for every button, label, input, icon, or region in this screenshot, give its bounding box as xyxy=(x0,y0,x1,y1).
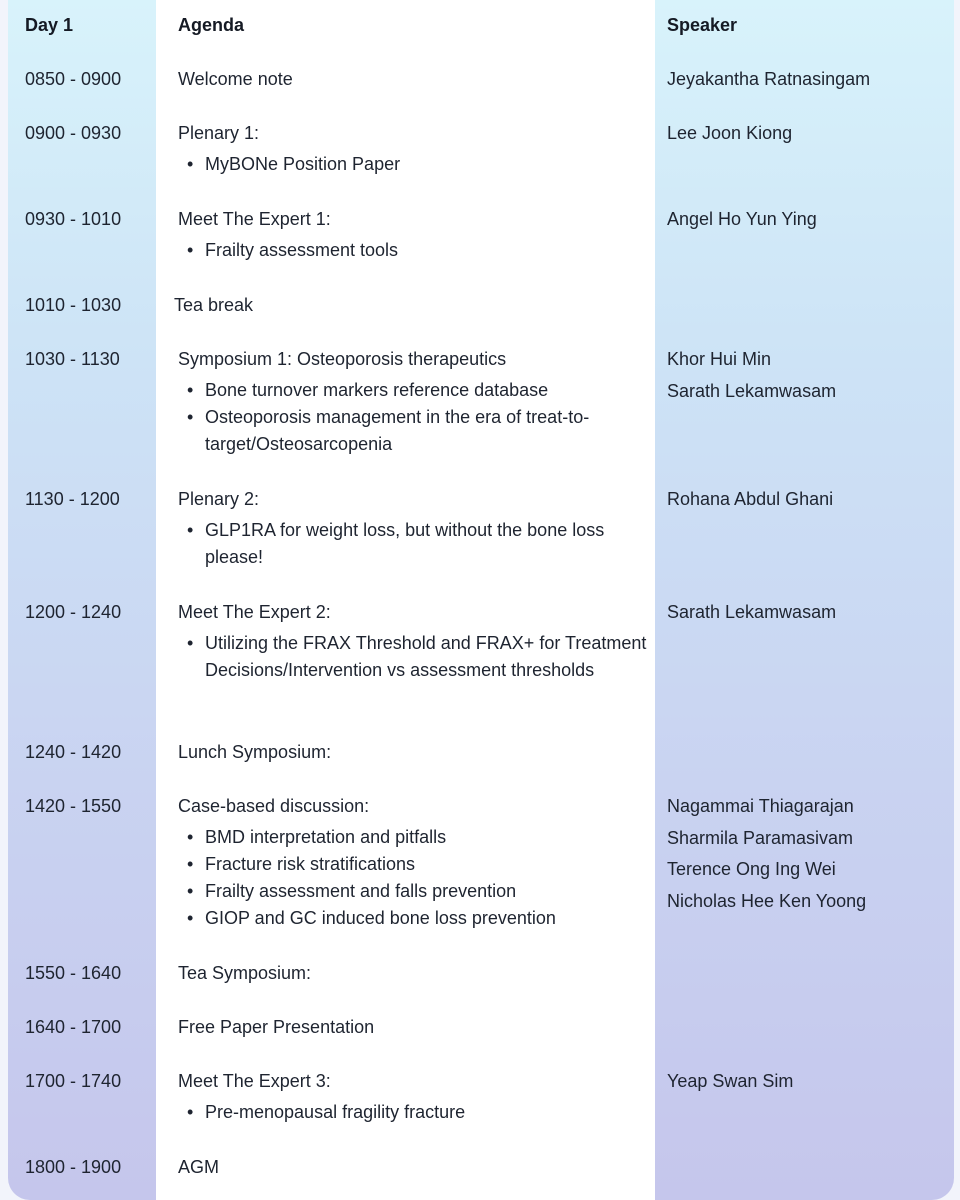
topic-item: • Bone turnover markers reference database xyxy=(178,377,648,404)
speaker-name: Nicholas Hee Ken Yoong xyxy=(667,890,867,911)
speaker-name: Angel Ho Yun Ying xyxy=(667,209,817,229)
session-agenda xyxy=(178,960,648,987)
session-title: Plenary 1: xyxy=(178,123,260,143)
session-title: Tea Symposium: xyxy=(178,963,312,983)
speaker-name: Rohana Abdul Ghani xyxy=(667,489,834,509)
speaker-name: Nagammai Thiagarajan xyxy=(667,796,854,816)
session-agenda xyxy=(178,1068,648,1126)
session-agenda xyxy=(178,739,648,766)
session-agenda xyxy=(178,346,648,458)
session-time: 1240 - 1420 xyxy=(25,742,122,762)
topic-item: • Frailty assessment tools xyxy=(178,237,648,264)
session-title: Lunch Symposium: xyxy=(178,742,332,762)
session-time: 1700 - 1740 xyxy=(25,1071,122,1091)
speaker-name: Yeap Swan Sim xyxy=(667,1071,794,1091)
agenda-header: Agenda xyxy=(178,15,245,35)
session-speakers xyxy=(667,599,947,631)
topic-item: • GIOP and GC induced bone loss prevention xyxy=(178,905,648,932)
speaker-header: Speaker xyxy=(667,15,738,35)
session-agenda xyxy=(178,206,648,264)
speaker-name: Sarath Lekamwasam xyxy=(667,380,837,401)
topic-list xyxy=(178,1099,648,1126)
topic-list xyxy=(178,151,648,178)
session-time: 1640 - 1700 xyxy=(25,1017,122,1037)
session-agenda xyxy=(178,1154,648,1181)
session-agenda xyxy=(178,599,648,684)
topic-list xyxy=(178,237,648,264)
agenda-table xyxy=(8,0,954,1200)
topic-list xyxy=(178,377,648,458)
session-speakers xyxy=(667,206,947,238)
speaker-name: Sarath Lekamwasam xyxy=(667,602,837,622)
topic-item: • Fracture risk stratifications xyxy=(178,851,648,878)
session-speakers xyxy=(667,486,947,518)
topic-item: • BMD interpretation and pitfalls xyxy=(178,824,648,851)
topic-list xyxy=(178,517,648,571)
session-time: 1200 - 1240 xyxy=(25,602,122,622)
session-title: Meet The Expert 1: xyxy=(178,209,331,229)
session-agenda xyxy=(174,292,644,319)
session-time: 0930 - 1010 xyxy=(25,209,122,229)
topic-item: • Utilizing the FRAX Threshold and FRAX+ for Treatment Decisions/Intervention vs assessment thresholds xyxy=(178,630,648,684)
speaker-name: Jeyakantha Ratnasingam xyxy=(667,69,871,89)
topic-item: • MyBONe Position Paper xyxy=(178,151,648,178)
topic-list xyxy=(178,824,648,932)
session-title: Meet The Expert 3: xyxy=(178,1071,331,1091)
session-agenda xyxy=(178,120,648,178)
session-time: 1420 - 1550 xyxy=(25,796,122,816)
topic-list xyxy=(178,630,648,684)
session-title: Free Paper Presentation xyxy=(178,1017,375,1037)
topic-item: • Osteoporosis management in the era of treat-to-target/Osteosarcopenia xyxy=(178,404,648,458)
speaker-name: Sharmila Paramasivam xyxy=(667,827,854,848)
session-agenda xyxy=(178,66,648,93)
session-agenda xyxy=(178,486,648,571)
session-speakers xyxy=(667,793,947,919)
session-title: AGM xyxy=(178,1157,220,1177)
session-agenda xyxy=(178,793,648,932)
session-time: 1800 - 1900 xyxy=(25,1157,122,1177)
session-time: 1030 - 1130 xyxy=(25,349,120,369)
topic-item: • GLP1RA for weight loss, but without the bone loss please! xyxy=(178,517,648,571)
topic-item: • Pre-menopausal fragility fracture xyxy=(178,1099,648,1126)
session-time: 0900 - 0930 xyxy=(25,123,122,143)
session-title: Meet The Expert 2: xyxy=(178,602,331,622)
session-agenda xyxy=(178,1014,648,1041)
session-time: 1010 - 1030 xyxy=(25,295,122,315)
session-time: 1130 - 1200 xyxy=(25,489,120,509)
session-speakers xyxy=(667,66,947,98)
session-title: Symposium 1: Osteoporosis therapeutics xyxy=(178,349,507,369)
session-title: Plenary 2: xyxy=(178,489,260,509)
session-speakers xyxy=(667,1068,947,1100)
session-time: 0850 - 0900 xyxy=(25,69,122,89)
session-title: Tea break xyxy=(174,295,254,315)
day-label: Day 1 xyxy=(25,15,74,35)
session-title: Case-based discussion: xyxy=(178,796,370,816)
speaker-name: Lee Joon Kiong xyxy=(667,123,793,143)
session-title: Welcome note xyxy=(178,69,293,89)
speaker-name: Terence Ong Ing Wei xyxy=(667,859,836,879)
speaker-name: Khor Hui Min xyxy=(667,349,772,369)
topic-item: • Frailty assessment and falls prevention xyxy=(178,878,648,905)
session-time: 1550 - 1640 xyxy=(25,963,122,983)
session-speakers xyxy=(667,120,947,152)
session-speakers xyxy=(667,346,947,409)
